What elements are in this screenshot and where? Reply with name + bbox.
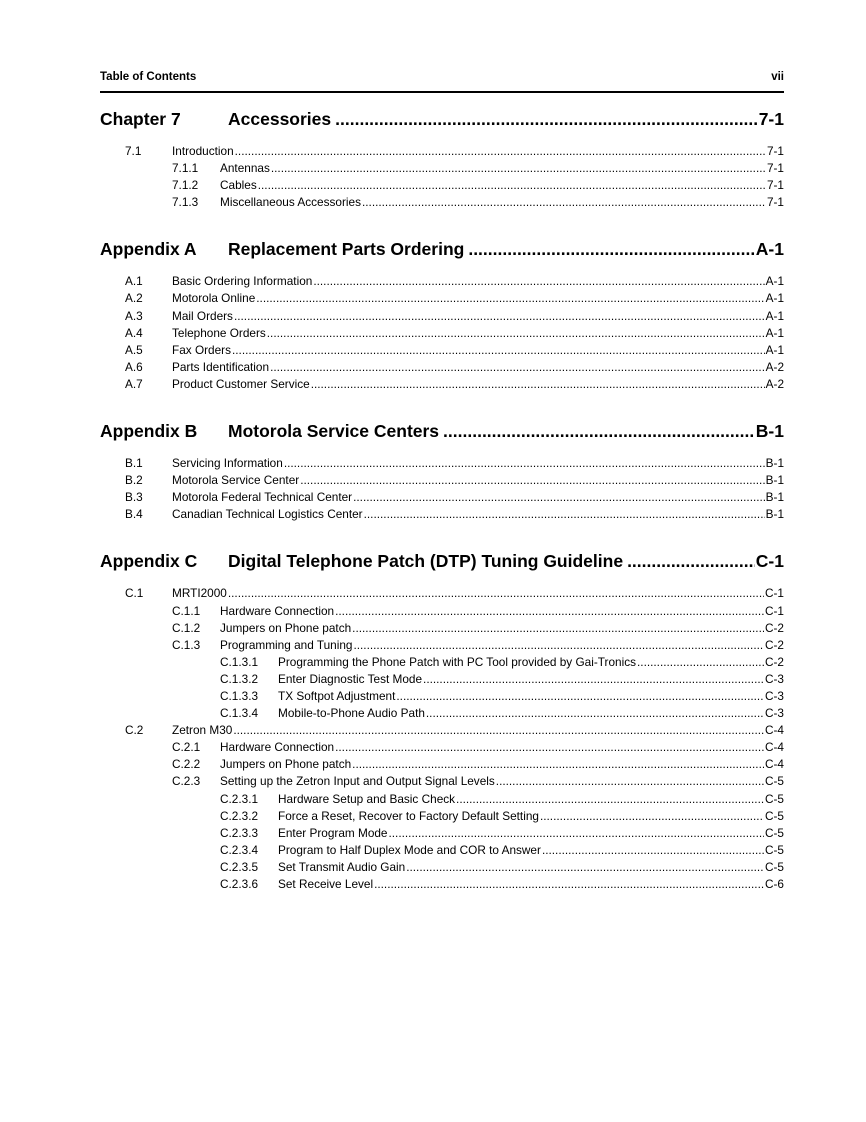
toc-entry [100, 472, 784, 489]
section-title: Digital Telephone Patch (DTP) Tuning Guideline [228, 551, 624, 572]
dot-leader [443, 420, 755, 442]
entry-page-ref: B-1 [765, 490, 784, 505]
toc-entry [100, 160, 784, 177]
toc-entry [100, 688, 784, 705]
entry-title: Parts Identification [172, 359, 270, 374]
entry-number: C.1.1 [172, 603, 201, 618]
entry-number: A.3 [125, 308, 143, 323]
section-heading-row [100, 238, 784, 260]
entry-page-ref: B-1 [765, 456, 784, 471]
entry-title: Basic Ordering Information [172, 274, 313, 289]
dot-leader [300, 472, 764, 489]
entry-title: Servicing Information [172, 456, 283, 471]
dot-leader [496, 773, 764, 790]
entry-number: A.1 [125, 274, 143, 289]
toc-entry [100, 177, 784, 194]
entry-number: C.1.3.1 [220, 654, 259, 669]
section-title: Accessories [228, 109, 332, 129]
entry-page-ref: B-1 [765, 473, 784, 488]
dot-leader [540, 808, 764, 825]
toc-entry [100, 620, 784, 637]
entry-title: Antennas [220, 161, 270, 176]
dot-leader [256, 290, 764, 307]
dot-leader [542, 842, 764, 859]
toc-entry [100, 773, 784, 790]
toc-entry [100, 489, 784, 506]
section-entries [100, 143, 784, 211]
section-label: Appendix C [100, 551, 198, 572]
toc-entry [100, 825, 784, 842]
section-entries [100, 273, 784, 393]
dot-leader [396, 688, 764, 705]
entry-page-ref: C-2 [764, 637, 784, 652]
dot-leader [426, 705, 764, 722]
dot-leader [271, 160, 766, 177]
entry-number: B.2 [125, 473, 143, 488]
toc-entry [100, 705, 784, 722]
entry-page-ref: C-5 [764, 859, 784, 874]
entry-page-ref: C-6 [764, 877, 784, 891]
dot-leader [270, 359, 765, 376]
dot-leader [627, 550, 755, 572]
running-header [100, 0, 784, 83]
dot-leader [456, 791, 764, 808]
toc-entry [100, 876, 784, 893]
entry-title: Mobile-to-Phone Audio Path [278, 706, 425, 721]
toc-entry [100, 506, 784, 523]
dot-leader [352, 620, 764, 637]
dot-leader [232, 342, 765, 359]
toc-entry [100, 194, 784, 211]
entry-title: Motorola Federal Technical Center [172, 490, 353, 505]
entry-page-ref: C-4 [764, 740, 784, 755]
entry-page-ref: A-2 [765, 376, 784, 391]
header-title: Table of Contents [100, 71, 197, 83]
entry-title: Product Customer Service [172, 376, 310, 391]
entry-page-ref: C-2 [764, 620, 784, 635]
entry-page-ref: C-1 [764, 603, 784, 618]
section-page-ref: C-1 [755, 551, 784, 572]
dot-leader [423, 671, 764, 688]
entry-page-ref: 7-1 [766, 161, 784, 176]
entry-title: Telephone Orders [172, 325, 266, 340]
toc-entry [100, 325, 784, 342]
toc-entry [100, 376, 784, 393]
toc-entry [100, 308, 784, 325]
entry-page-ref: C-4 [764, 757, 784, 772]
dot-leader [389, 825, 764, 842]
entry-title: MRTI2000 [172, 586, 227, 601]
entry-number: C.2.3.3 [220, 825, 259, 840]
toc-entry [100, 739, 784, 756]
dot-leader [353, 637, 764, 654]
table-of-contents [100, 108, 784, 893]
toc-entry [100, 654, 784, 671]
entry-number: C.1.3.2 [220, 671, 259, 686]
entry-number: C.1.3.3 [220, 688, 259, 703]
entry-page-ref: A-2 [765, 359, 784, 374]
dot-leader [352, 756, 764, 773]
dot-leader [637, 654, 764, 671]
entry-title: Enter Program Mode [278, 825, 388, 840]
entry-number: C.2.2 [172, 757, 201, 772]
entry-number: A.4 [125, 325, 143, 340]
entry-number: C.2.3.4 [220, 842, 259, 857]
entry-page-ref: A-1 [765, 274, 784, 289]
toc-entry [100, 359, 784, 376]
entry-number: C.2.3 [172, 774, 201, 789]
toc-section [100, 108, 784, 211]
header-rule [100, 91, 784, 93]
toc-entry [100, 791, 784, 808]
entry-title: Introduction [172, 144, 234, 158]
entry-number: C.1.3 [172, 637, 201, 652]
entry-number: C.2.3.2 [220, 808, 259, 823]
toc-entry [100, 637, 784, 654]
entry-number: C.2 [125, 723, 144, 738]
entry-page-ref: C-3 [764, 688, 784, 703]
entry-number: A.5 [125, 342, 143, 357]
header-page-number: vii [771, 71, 784, 83]
section-heading-row [100, 550, 784, 572]
entry-number: A.6 [125, 359, 143, 374]
section-page-ref: A-1 [755, 239, 784, 260]
entry-number: C.2.3.6 [220, 877, 259, 891]
dot-leader [353, 489, 765, 506]
entry-title: Motorola Service Center [172, 473, 300, 488]
toc-section [100, 238, 784, 393]
entry-title: Fax Orders [172, 342, 231, 357]
entry-page-ref: C-5 [764, 774, 784, 789]
dot-leader [228, 585, 764, 602]
entry-number: C.2.3.5 [220, 859, 259, 874]
toc-entry [100, 290, 784, 307]
toc-entry [100, 455, 784, 472]
entry-title: TX Softpot Adjustment [278, 688, 396, 703]
entry-number: C.2.1 [172, 740, 201, 755]
entry-page-ref: A-1 [765, 342, 784, 357]
entry-page-ref: C-5 [764, 791, 784, 806]
entry-page-ref: C-1 [764, 586, 784, 601]
entry-title: Miscellaneous Accessories [220, 195, 361, 210]
entry-number: C.2.3.1 [220, 791, 259, 806]
dot-leader [335, 108, 758, 130]
section-heading-row [100, 420, 784, 442]
dot-leader [235, 143, 766, 160]
toc-entry [100, 722, 784, 739]
entry-title: Mail Orders [172, 308, 233, 323]
entry-page-ref: B-1 [765, 507, 784, 522]
entry-title: Hardware Connection [220, 740, 335, 755]
dot-leader [267, 325, 765, 342]
dot-leader [374, 876, 764, 893]
entry-title: Hardware Connection [220, 603, 335, 618]
entry-page-ref: 7-1 [766, 144, 784, 158]
entry-title: Zetron M30 [172, 723, 233, 738]
toc-entry [100, 842, 784, 859]
dot-leader [406, 859, 764, 876]
toc-entry [100, 671, 784, 688]
entry-title: Canadian Technical Logistics Center [172, 507, 363, 522]
entry-title: Enter Diagnostic Test Mode [278, 671, 423, 686]
entry-title: Cables [220, 178, 257, 193]
dot-leader [258, 177, 766, 194]
dot-leader [362, 194, 766, 211]
entry-page-ref: C-3 [764, 706, 784, 721]
entry-number: B.3 [125, 490, 143, 505]
entry-page-ref: C-5 [764, 808, 784, 823]
entry-title: Force a Reset, Recover to Factory Default Setting [278, 808, 539, 823]
section-label: Appendix B [100, 421, 198, 442]
section-label: Appendix A [100, 239, 197, 260]
section-heading-row [100, 108, 784, 130]
entry-title: Program to Half Duplex Mode and COR to Answer [278, 842, 541, 857]
entry-number: A.7 [125, 376, 143, 391]
dot-leader [335, 603, 764, 620]
entry-page-ref: C-2 [764, 654, 784, 669]
entry-title: Set Transmit Audio Gain [278, 859, 406, 874]
dot-leader [234, 308, 765, 325]
entry-title: Programming the Phone Patch with PC Tool provided by Gai-Tronics [278, 654, 637, 669]
entry-page-ref: 7-1 [766, 195, 784, 210]
entry-page-ref: A-1 [765, 308, 784, 323]
entry-number: C.1.2 [172, 620, 201, 635]
toc-entry [100, 585, 784, 602]
entry-page-ref: A-1 [765, 291, 784, 306]
dot-leader [284, 455, 765, 472]
entry-number: A.2 [125, 291, 143, 306]
entry-page-ref: C-5 [764, 825, 784, 840]
entry-title: Motorola Online [172, 291, 256, 306]
entry-number: 7.1.3 [172, 195, 199, 210]
entry-number: 7.1.1 [172, 161, 199, 176]
section-title: Replacement Parts Ordering [228, 239, 465, 260]
toc-entry [100, 143, 784, 160]
dot-leader [364, 506, 765, 523]
dot-leader [335, 739, 764, 756]
section-entries [100, 585, 784, 893]
entry-number: B.4 [125, 507, 143, 522]
toc-entry [100, 808, 784, 825]
entry-title: Setting up the Zetron Input and Output Signal Levels [220, 774, 495, 789]
toc-entry [100, 859, 784, 876]
entry-page-ref: 7-1 [766, 178, 784, 193]
entry-number: B.1 [125, 456, 143, 471]
entry-number: C.1.3.4 [220, 706, 259, 721]
entry-title: Programming and Tuning [220, 637, 353, 652]
dot-leader [468, 238, 754, 260]
toc-entry [100, 756, 784, 773]
toc-section [100, 550, 784, 893]
toc-entry [100, 342, 784, 359]
entry-number: C.1 [125, 586, 144, 601]
entry-number: 7.1.2 [172, 178, 199, 193]
entry-page-ref: C-4 [764, 723, 784, 738]
entry-title: Set Receive Level [278, 877, 374, 891]
entry-page-ref: C-5 [764, 842, 784, 857]
entry-title: Hardware Setup and Basic Check [278, 791, 456, 806]
entry-title: Jumpers on Phone patch [220, 620, 352, 635]
entry-number: 7.1 [125, 144, 142, 158]
entry-title: Jumpers on Phone patch [220, 757, 352, 772]
dot-leader [233, 722, 764, 739]
toc-entry [100, 603, 784, 620]
section-entries [100, 455, 784, 523]
toc-section [100, 420, 784, 523]
section-page-ref: B-1 [755, 421, 784, 442]
section-title: Motorola Service Centers [228, 421, 440, 442]
section-page-ref: 7-1 [758, 109, 784, 129]
dot-leader [311, 376, 765, 393]
entry-page-ref: A-1 [765, 325, 784, 340]
toc-entry [100, 273, 784, 290]
dot-leader [313, 273, 764, 290]
entry-page-ref: C-3 [764, 671, 784, 686]
section-label: Chapter 7 [100, 109, 181, 129]
